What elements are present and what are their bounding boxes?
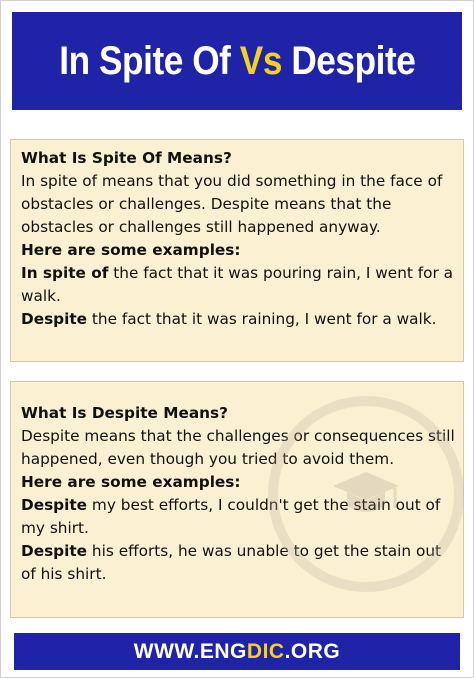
url-accent: DIC [246,639,285,663]
example-text: his efforts, he was unable to get the stain out of his shirt. [21,542,442,583]
page-title [59,39,415,84]
example-term: Despite [21,542,88,560]
site-url[interactable] [134,640,341,664]
example-term: Despite [21,496,88,514]
title-part-2: Despite [281,38,416,83]
example-item [21,262,455,308]
example-text: the fact that it was pouring rain, I went for a walk. [21,264,454,305]
examples-heading: Here are some examples: [21,241,241,259]
title-vs: Vs [239,38,282,83]
example-item [21,540,455,586]
title-banner [12,12,462,110]
url-suffix: .ORG [284,639,341,663]
section-heading: What Is Despite Means? [21,404,229,422]
definition-text: In spite of means that you did something in the face of obstacles or challenges. Despite means that the obstacles or challenges still happened anyway. [21,172,443,236]
in-spite-of-card [10,139,464,362]
example-item [21,308,455,331]
example-text: my best efforts, I couldn't get the stain out of my shirt. [21,496,441,537]
footer-banner [14,633,460,670]
example-item [21,494,455,540]
example-term: Despite [21,310,88,328]
title-part-1: In Spite Of [58,38,240,83]
definition-text: Despite means that the challenges or consequences still happened, even though you tried to avoid them. [21,427,455,468]
section-heading: What Is Spite Of Means? [21,149,232,167]
example-text: the fact that it was raining, I went for a walk. [87,310,437,328]
examples-heading: Here are some examples: [21,473,241,491]
example-term: In spite of [21,264,109,282]
despite-card [10,381,464,618]
url-prefix: WWW.ENG [133,639,247,663]
